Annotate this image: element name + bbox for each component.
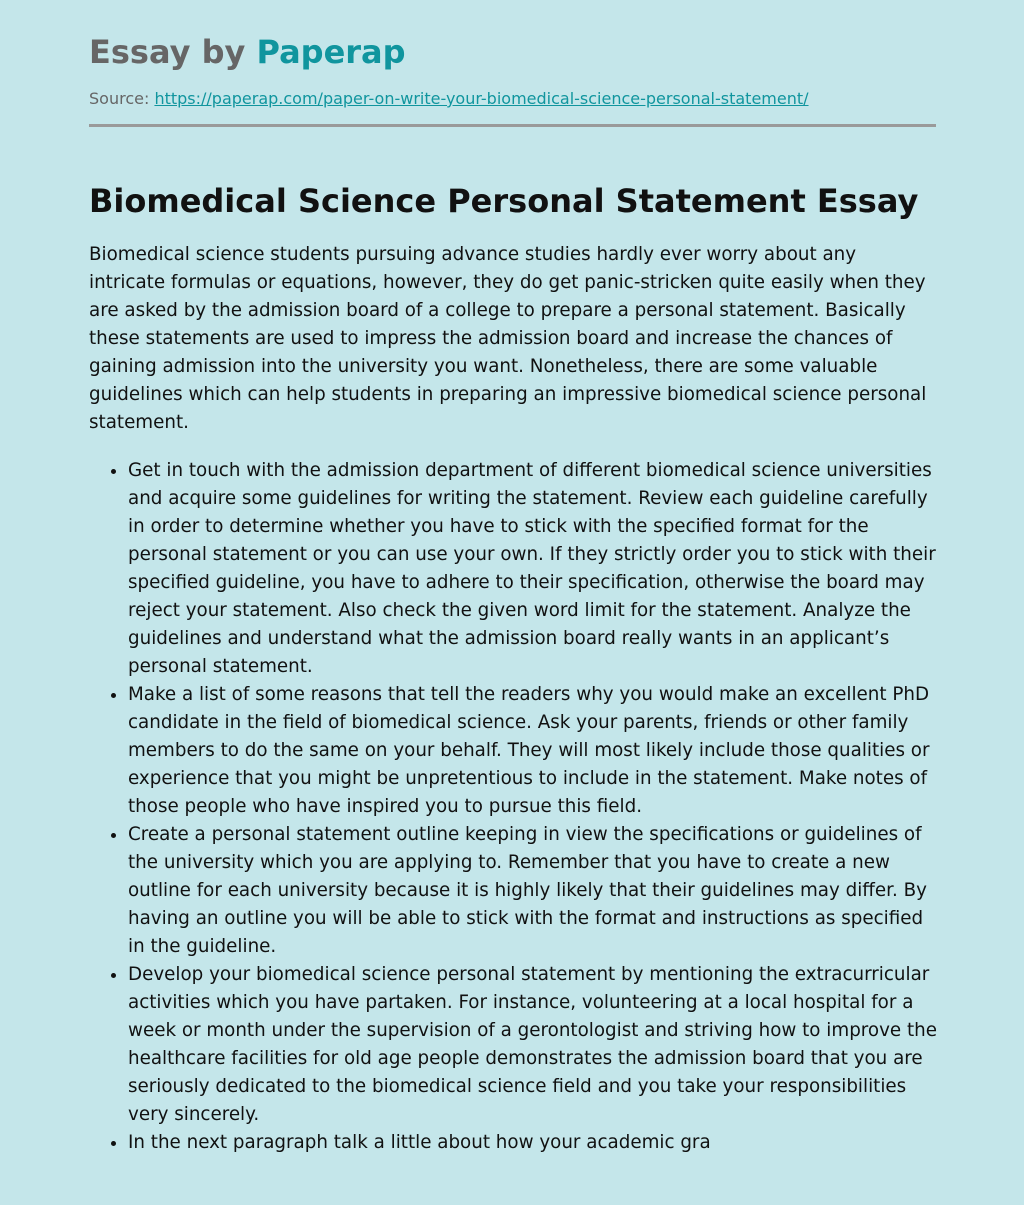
brand-prefix: Essay by <box>89 33 246 71</box>
brand-name: Paperap <box>256 33 406 71</box>
source-line <box>89 88 809 110</box>
list-item: • Get in touch with the admission department of different biomedical science universities and acquire some guidelines for writing the statement. Review each guideline carefully in order to determine whether you have to stick with the specified format for the personal statement or you can use your own. If they strictly order you to stick with their specified guideline, you have to adhere to their specification, otherwise the board may reject your statement. Also check the given word limit for the statement. Analyze the guidelines and understand what the admission board really wants in an applicant’s personal statement. <box>128 457 937 681</box>
article-body <box>89 241 937 1157</box>
source-label: Source: <box>89 89 150 108</box>
article-title: Biomedical Science Personal Statement Essay <box>89 182 919 220</box>
source-link[interactable]: https://paperap.com/paper-on-write-your-biomedical-science-personal-statement/ <box>154 89 809 108</box>
header-divider <box>89 124 936 127</box>
list-item: • In the next paragraph talk a little about how your academic gra <box>128 1129 937 1157</box>
list-item: • Create a personal statement outline keeping in view the specifications or guidelines of the university which you are applying to. Remember that you have to create a new outline for each university because it is highly likely that their guidelines may differ. By having an outline you will be able to stick with the format and instructions as specified in the guideline. <box>128 821 937 961</box>
list-item: • Make a list of some reasons that tell the readers why you would make an excellent PhD candidate in the field of biomedical science. Ask your parents, friends or other family members to do the same on your behalf. They will most likely include those qualities or experience that you might be unpretentious to include in the statement. Make notes of those people who have inspired you to pursue this field. <box>128 681 937 821</box>
guideline-list <box>89 457 937 1157</box>
site-brand <box>89 30 406 74</box>
intro-paragraph: Biomedical science students pursuing advance studies hardly ever worry about any intricate formulas or equations, however, they do get panic-stricken quite easily when they are asked by the admission board of a college to prepare a personal statement. Basically these statements are used to impress the admission board and increase the chances of gaining admission into the university you want. Nonetheless, there are some valuable guidelines which can help students in preparing an impressive biomedical science personal statement. <box>89 244 927 433</box>
list-item: • Develop your biomedical science personal statement by mentioning the extracurricular activities which you have partaken. For instance, volunteering at a local hospital for a week or month under the supervision of a gerontologist and striving how to improve the healthcare facilities for old age people demonstrates the admission board that you are seriously dedicated to the biomedical science field and you take your responsibilities very sincerely. <box>128 961 937 1129</box>
